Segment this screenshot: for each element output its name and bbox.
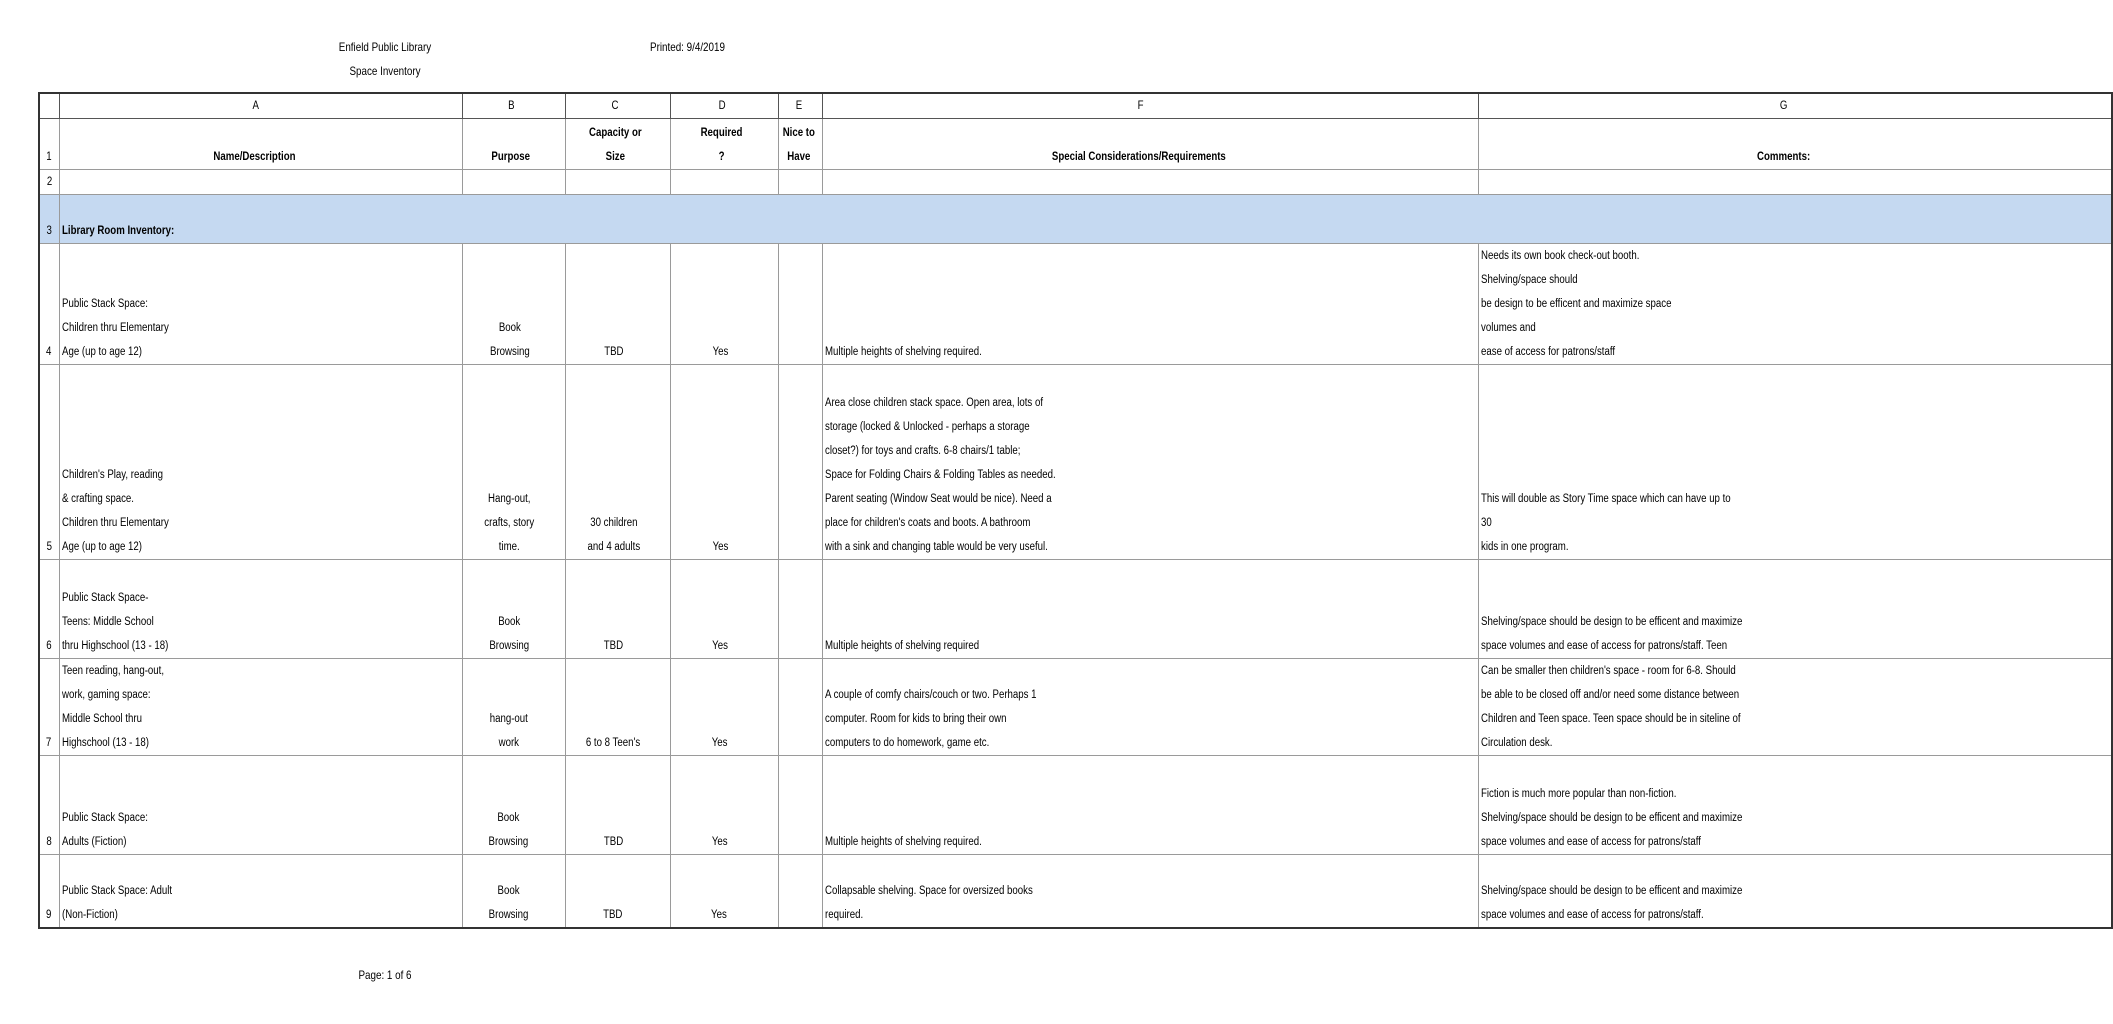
table-row <box>39 855 2112 929</box>
column-letter-d: D <box>671 93 779 119</box>
column-letter-g: G <box>1478 93 2112 119</box>
section-title: Library Room Inventory: <box>60 195 2112 244</box>
header-row <box>39 119 2112 170</box>
table-row <box>39 365 2112 560</box>
printed-date: Printed: 9/4/2019 <box>650 40 725 54</box>
row-number: 9 <box>39 855 60 929</box>
corner-cell <box>39 93 60 119</box>
cell-required: Yes <box>671 244 779 365</box>
cell-required: Yes <box>671 365 779 560</box>
table-row <box>39 560 2112 659</box>
page-number: Page: 1 of 6 <box>358 968 412 982</box>
cell-capacity: TBD <box>565 756 671 855</box>
cell-nice-to-have <box>779 659 823 756</box>
cell-required: Yes <box>671 756 779 855</box>
header-purpose: Purpose <box>462 119 565 170</box>
column-letter-b: B <box>462 93 565 119</box>
cell-purpose: Book Browsing <box>462 244 565 365</box>
cell-purpose: hang-out work <box>462 659 565 756</box>
cell-capacity: TBD <box>565 244 671 365</box>
column-letter-c: C <box>565 93 671 119</box>
cell-capacity: TBD <box>565 560 671 659</box>
cell-nice-to-have <box>779 244 823 365</box>
cell-purpose: Book Browsing <box>462 855 565 929</box>
column-letter-e: E <box>779 93 823 119</box>
cell-name: Children's Play, reading & crafting space. Children thru Elementary Age (up to age 12) <box>60 365 462 560</box>
row-number: 8 <box>39 756 60 855</box>
document-title: Enfield Public Library <box>338 40 432 54</box>
cell-special-considerations: Area close children stack space. Open area, lots of storage (locked & Unlocked - perhaps a storage closet?) for toys and crafts. 6-8 chairs/1 table; Space for Folding Chairs & Folding Tables as needed. Parent seating (Window Seat would be nice). Need a place for children's coats and boots. A bathroom with a sink and changing table would be very useful. <box>823 365 1479 560</box>
table-row <box>39 756 2112 855</box>
cell-special-considerations: Multiple heights of shelving required <box>823 560 1479 659</box>
cell-name: Public Stack Space: Children thru Elementary Age (up to age 12) <box>60 244 462 365</box>
row-number: 3 <box>39 195 60 244</box>
cell-purpose: Book Browsing <box>462 560 565 659</box>
column-letter-row <box>39 93 2112 119</box>
cell-required: Yes <box>671 855 779 929</box>
header-nice-to-have: Nice to Have <box>779 119 823 170</box>
row-number: 2 <box>39 170 60 195</box>
cell-comments: Shelving/space should be design to be efficent and maximize space volumes and ease of access for patrons/staff. <box>1478 855 2112 929</box>
header-special-considerations: Special Considerations/Requirements <box>823 119 1479 170</box>
row-number: 4 <box>39 244 60 365</box>
cell-special-considerations: A couple of comfy chairs/couch or two. Perhaps 1 computer. Room for kids to bring their own computers to do homework, game etc. <box>823 659 1479 756</box>
row-number: 1 <box>39 119 60 170</box>
table-row <box>39 659 2112 756</box>
column-letter-a: A <box>60 93 462 119</box>
cell-name: Public Stack Space: Adults (Fiction) <box>60 756 462 855</box>
section-row <box>39 195 2112 244</box>
cell-nice-to-have <box>779 855 823 929</box>
cell-comments: Needs its own book check-out booth. Shelving/space should be design to be efficent and maximize space volumes and ease of access for patrons/staff <box>1478 244 2112 365</box>
cell-comments: Can be smaller then children's space - room for 6-8. Should be able to be closed off and/or need some distance between Children and Teen space. Teen space should be in siteline of Circulation desk. <box>1478 659 2112 756</box>
table-row <box>39 244 2112 365</box>
cell-comments: This will double as Story Time space which can have up to 30 kids in one program. <box>1478 365 2112 560</box>
cell-capacity: 6 to 8 Teen's <box>565 659 671 756</box>
cell-nice-to-have <box>779 560 823 659</box>
cell-purpose: Hang-out, crafts, story time. <box>462 365 565 560</box>
cell-required: Yes <box>671 560 779 659</box>
cell-name: Public Stack Space- Teens: Middle School thru Highschool (13 - 18) <box>60 560 462 659</box>
cell-nice-to-have <box>779 756 823 855</box>
column-letter-f: F <box>823 93 1479 119</box>
cell-comments: Fiction is much more popular than non-fiction. Shelving/space should be design to be efficent and maximize space volumes and ease of access for patrons/staff <box>1478 756 2112 855</box>
cell-purpose: Book Browsing <box>462 756 565 855</box>
header-required: Required ? <box>671 119 779 170</box>
cell-comments: Shelving/space should be design to be efficent and maximize space volumes and ease of access for patrons/staff. Teen <box>1478 560 2112 659</box>
header-comments: Comments: <box>1478 119 2112 170</box>
cell-required: Yes <box>671 659 779 756</box>
cell-name: Public Stack Space: Adult (Non-Fiction) <box>60 855 462 929</box>
cell-name: Teen reading, hang-out, work, gaming space: Middle School thru Highschool (13 - 18) <box>60 659 462 756</box>
row-number: 6 <box>39 560 60 659</box>
row-number: 5 <box>39 365 60 560</box>
cell-capacity: 30 children and 4 adults <box>565 365 671 560</box>
empty-row <box>39 170 2112 195</box>
cell-special-considerations: Multiple heights of shelving required. <box>823 244 1479 365</box>
cell-special-considerations: Multiple heights of shelving required. <box>823 756 1479 855</box>
cell-capacity: TBD <box>565 855 671 929</box>
document-subtitle: Space Inventory <box>349 64 421 78</box>
space-inventory-table <box>38 92 2113 929</box>
header-name-description: Name/Description <box>60 119 462 170</box>
cell-nice-to-have <box>779 365 823 560</box>
row-number: 7 <box>39 659 60 756</box>
header-capacity: Capacity or Size <box>565 119 671 170</box>
cell-special-considerations: Collapsable shelving. Space for oversized books required. <box>823 855 1479 929</box>
